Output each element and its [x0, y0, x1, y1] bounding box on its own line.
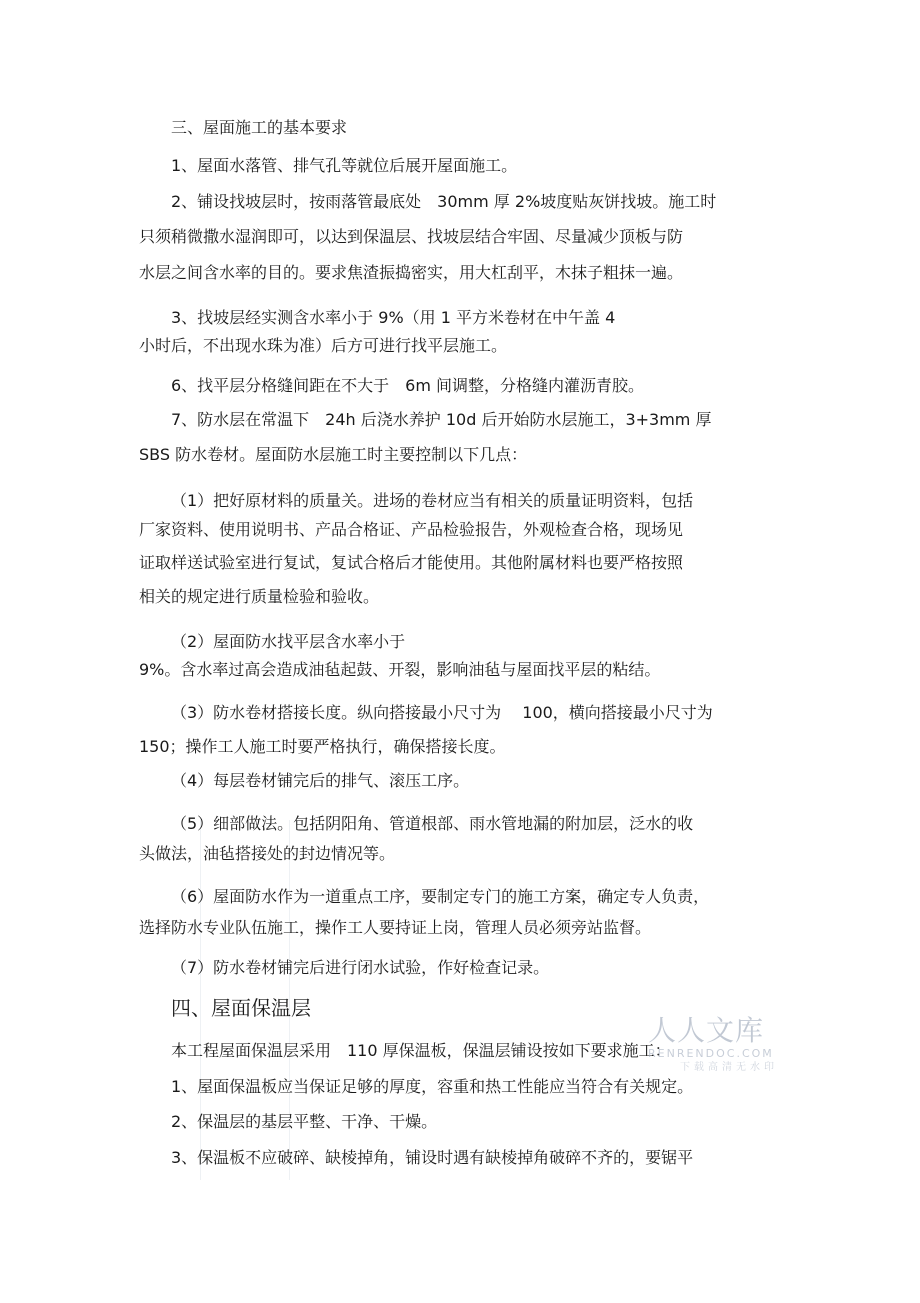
paragraph-line: （2）屋面防水找平层含水率小于 [171, 632, 406, 651]
watermark-tagline: 下载高清无水印 [680, 1062, 778, 1073]
paragraph-line: 7、防水层在常温下 24h 后浇水养护 10d 后开始防水层施工，3+3mm 厚 [171, 410, 712, 429]
paragraph-line: 头做法，油毡搭接处的封边情况等。 [139, 844, 396, 863]
section4-heading: 四、屋面保温层 [171, 996, 311, 1020]
watermark [648, 1015, 778, 1085]
paragraph-line: （6）屋面防水作为一道重点工序，要制定专门的施工方案，确定专人负责， [171, 887, 710, 906]
section3-heading: 三、屋面施工的基本要求 [171, 118, 348, 137]
paragraph-line: 2、铺设找坡层时，按雨落管最底处 30mm 厚 2%坡度贴灰饼找坡。施工时 [171, 192, 717, 211]
paragraph-line: 1、屋面保温板应当保证足够的厚度，容重和热工性能应当符合有关规定。 [171, 1077, 694, 1096]
watermark-site: RENRENDOC.COM [648, 1047, 774, 1060]
paragraph-line: 相关的规定进行质量检验和验收。 [139, 587, 380, 606]
paragraph-line: 6、找平层分格缝间距在不大于 6m 间调整，分格缝内灌沥青胶。 [171, 376, 645, 395]
paragraph-line: 只须稍微撒水湿润即可，以达到保温层、找坡层结合牢固、尽量减少顶板与防 [139, 227, 684, 246]
paragraph-line: 3、找坡层经实测含水率小于 9%（用 1 平方米卷材在中午盖 4 [171, 308, 616, 327]
paragraph-line: （3）防水卷材搭接长度。纵向搭接最小尺寸为 100，横向搭接最小尺寸为 [171, 703, 713, 722]
paragraph-line: 厂家资料、使用说明书、产品合格证、产品检验报告，外观检查合格，现场见 [139, 520, 684, 539]
paragraph-line: （7）防水卷材铺完后进行闭水试验，作好检查记录。 [171, 958, 550, 977]
paragraph-line: 2、保温层的基层平整、干净、干燥。 [171, 1112, 438, 1131]
paragraph-line: 3、保温板不应破碎、缺棱掉角，铺设时遇有缺棱掉角破碎不齐的，要锯平 [171, 1148, 694, 1167]
paragraph-line: （5）细部做法。包括阴阳角、管道根部、雨水管地漏的附加层，泛水的收 [171, 814, 694, 833]
paragraph-line: 小时后，不出现水珠为准）后方可进行找平层施工。 [139, 336, 508, 355]
paragraph-line: 水层之间含水率的目的。要求焦渣振捣密实，用大杠刮平，木抹子粗抹一遍。 [139, 263, 684, 282]
watermark-logo: 人人文库 [648, 1014, 765, 1047]
paragraph-line: 选择防水专业队伍施工，操作工人要持证上岗，管理人员必须旁站监督。 [139, 918, 652, 937]
paragraph-line: SBS 防水卷材。屋面防水层施工时主要控制以下几点： [139, 445, 528, 464]
paragraph-line: 9%。含水率过高会造成油毡起鼓、开裂，影响油毡与屋面找平层的粘结。 [139, 660, 661, 679]
paragraph-line: 150；操作工人施工时要严格执行，确保搭接长度。 [139, 737, 506, 756]
paragraph-line: 证取样送试验室进行复试，复试合格后才能使用。其他附属材料也要严格按照 [139, 553, 684, 572]
paragraph-line: （1）把好原材料的质量关。进场的卷材应当有相关的质量证明资料，包括 [171, 491, 694, 510]
paragraph-line: 1、屋面水落管、排气孔等就位后展开屋面施工。 [171, 156, 518, 175]
paragraph-line: （4）每层卷材铺完后的排气、滚压工序。 [171, 771, 470, 790]
paragraph-line: 本工程屋面保温层采用 110 厚保温板，保温层铺设按如下要求施工： [171, 1041, 671, 1060]
